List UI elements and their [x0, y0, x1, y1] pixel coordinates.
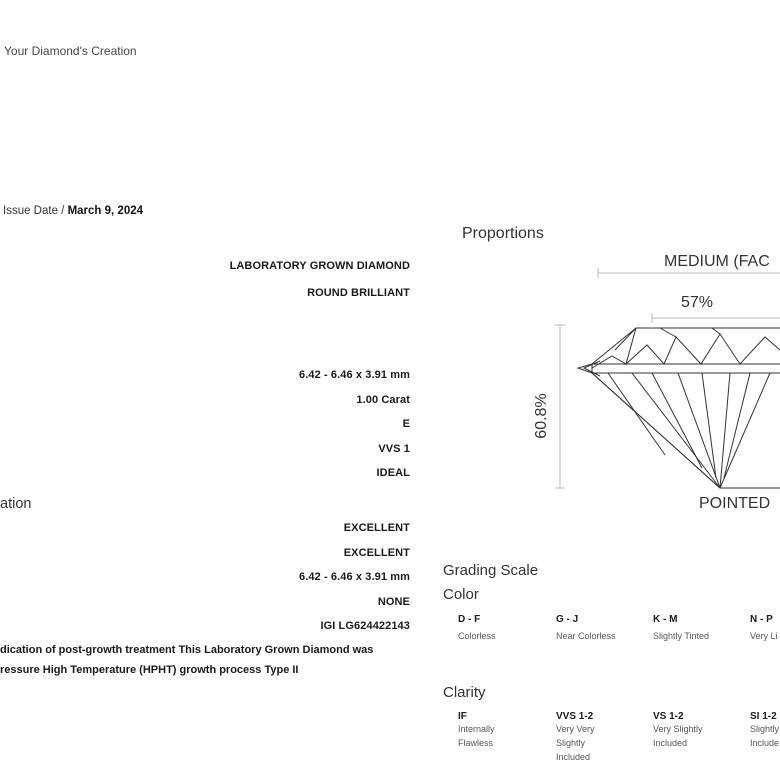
comments-line-1: dication of post-growth treatment This Laboratory Grown Diamond was [0, 644, 374, 656]
color-scale-code: K - M [653, 614, 678, 625]
measurements-value: 6.42 - 6.46 x 3.91 mm [299, 369, 410, 381]
carat-weight-value: 1.00 Carat [356, 394, 410, 406]
additional-measurements-value: 6.42 - 6.46 x 3.91 mm [299, 571, 410, 583]
clarity-scale-code: VVS 1-2 [556, 711, 594, 722]
page-header-title: Your Diamond's Creation [4, 44, 137, 58]
clarity-scale-item [556, 711, 606, 764]
clarity-scale-item [653, 711, 713, 750]
table-percentage: 57% [681, 294, 714, 311]
proportions-title: Proportions [462, 225, 544, 242]
additional-section-heading: ation [0, 496, 32, 512]
color-scale-title: Color [443, 586, 479, 603]
clarity-grade-value: VVS 1 [378, 443, 410, 455]
polish-value: EXCELLENT [343, 522, 410, 534]
color-scale-code: D - F [458, 614, 481, 625]
comments-line-2: ressure High Temperature (HPHT) growth process Type II [0, 664, 299, 676]
clarity-scale-code: VS 1-2 [653, 711, 684, 722]
report-type-value: LABORATORY GROWN DIAMOND [229, 260, 410, 272]
clarity-scale-desc: Very Very Slightly Included [556, 724, 595, 762]
fluorescence-value: NONE [377, 596, 410, 608]
diamond-profile [578, 328, 780, 488]
issue-date [3, 205, 143, 217]
color-grade-value: E [402, 418, 410, 430]
clarity-scale-item [750, 711, 780, 750]
clarity-scale-title: Clarity [443, 684, 486, 701]
grading-scale-title: Grading Scale [443, 562, 539, 579]
depth-percentage: 60.8% [533, 393, 550, 439]
clarity-scale-code: SI 1-2 [750, 711, 777, 722]
color-scale-desc: Slightly Tinted [653, 631, 710, 641]
color-scale-item [458, 614, 543, 643]
cut-grade-value: IDEAL [376, 467, 410, 479]
clarity-scale-item [458, 711, 508, 750]
clarity-scale-desc: Slightly Include [750, 724, 780, 748]
color-scale-desc: Near Colorless [556, 631, 616, 641]
clarity-scale-desc: Very Slightly Included [653, 724, 703, 748]
symmetry-value: EXCELLENT [343, 547, 410, 559]
shape-value: ROUND BRILLIANT [307, 287, 410, 299]
color-scale-desc: Very Li [750, 631, 778, 641]
issue-date-value: March 9, 2024 [67, 205, 144, 217]
color-scale-code: G - J [556, 614, 579, 625]
clarity-scale-code: IF [458, 711, 467, 722]
girdle-label: MEDIUM (FAC [664, 253, 770, 270]
clarity-scale-desc: Internally Flawless [458, 724, 495, 748]
issue-date-label: Issue Date / [3, 205, 65, 217]
culet-label: POINTED [699, 495, 771, 512]
color-scale-item [556, 614, 641, 643]
color-scale-desc: Colorless [458, 631, 496, 641]
color-scale-item [750, 614, 780, 643]
color-scale-code: N - P [750, 614, 773, 625]
inscription-value: IGI LG624422143 [320, 620, 410, 632]
color-scale-item [653, 614, 738, 643]
proportions-diagram [420, 240, 780, 520]
